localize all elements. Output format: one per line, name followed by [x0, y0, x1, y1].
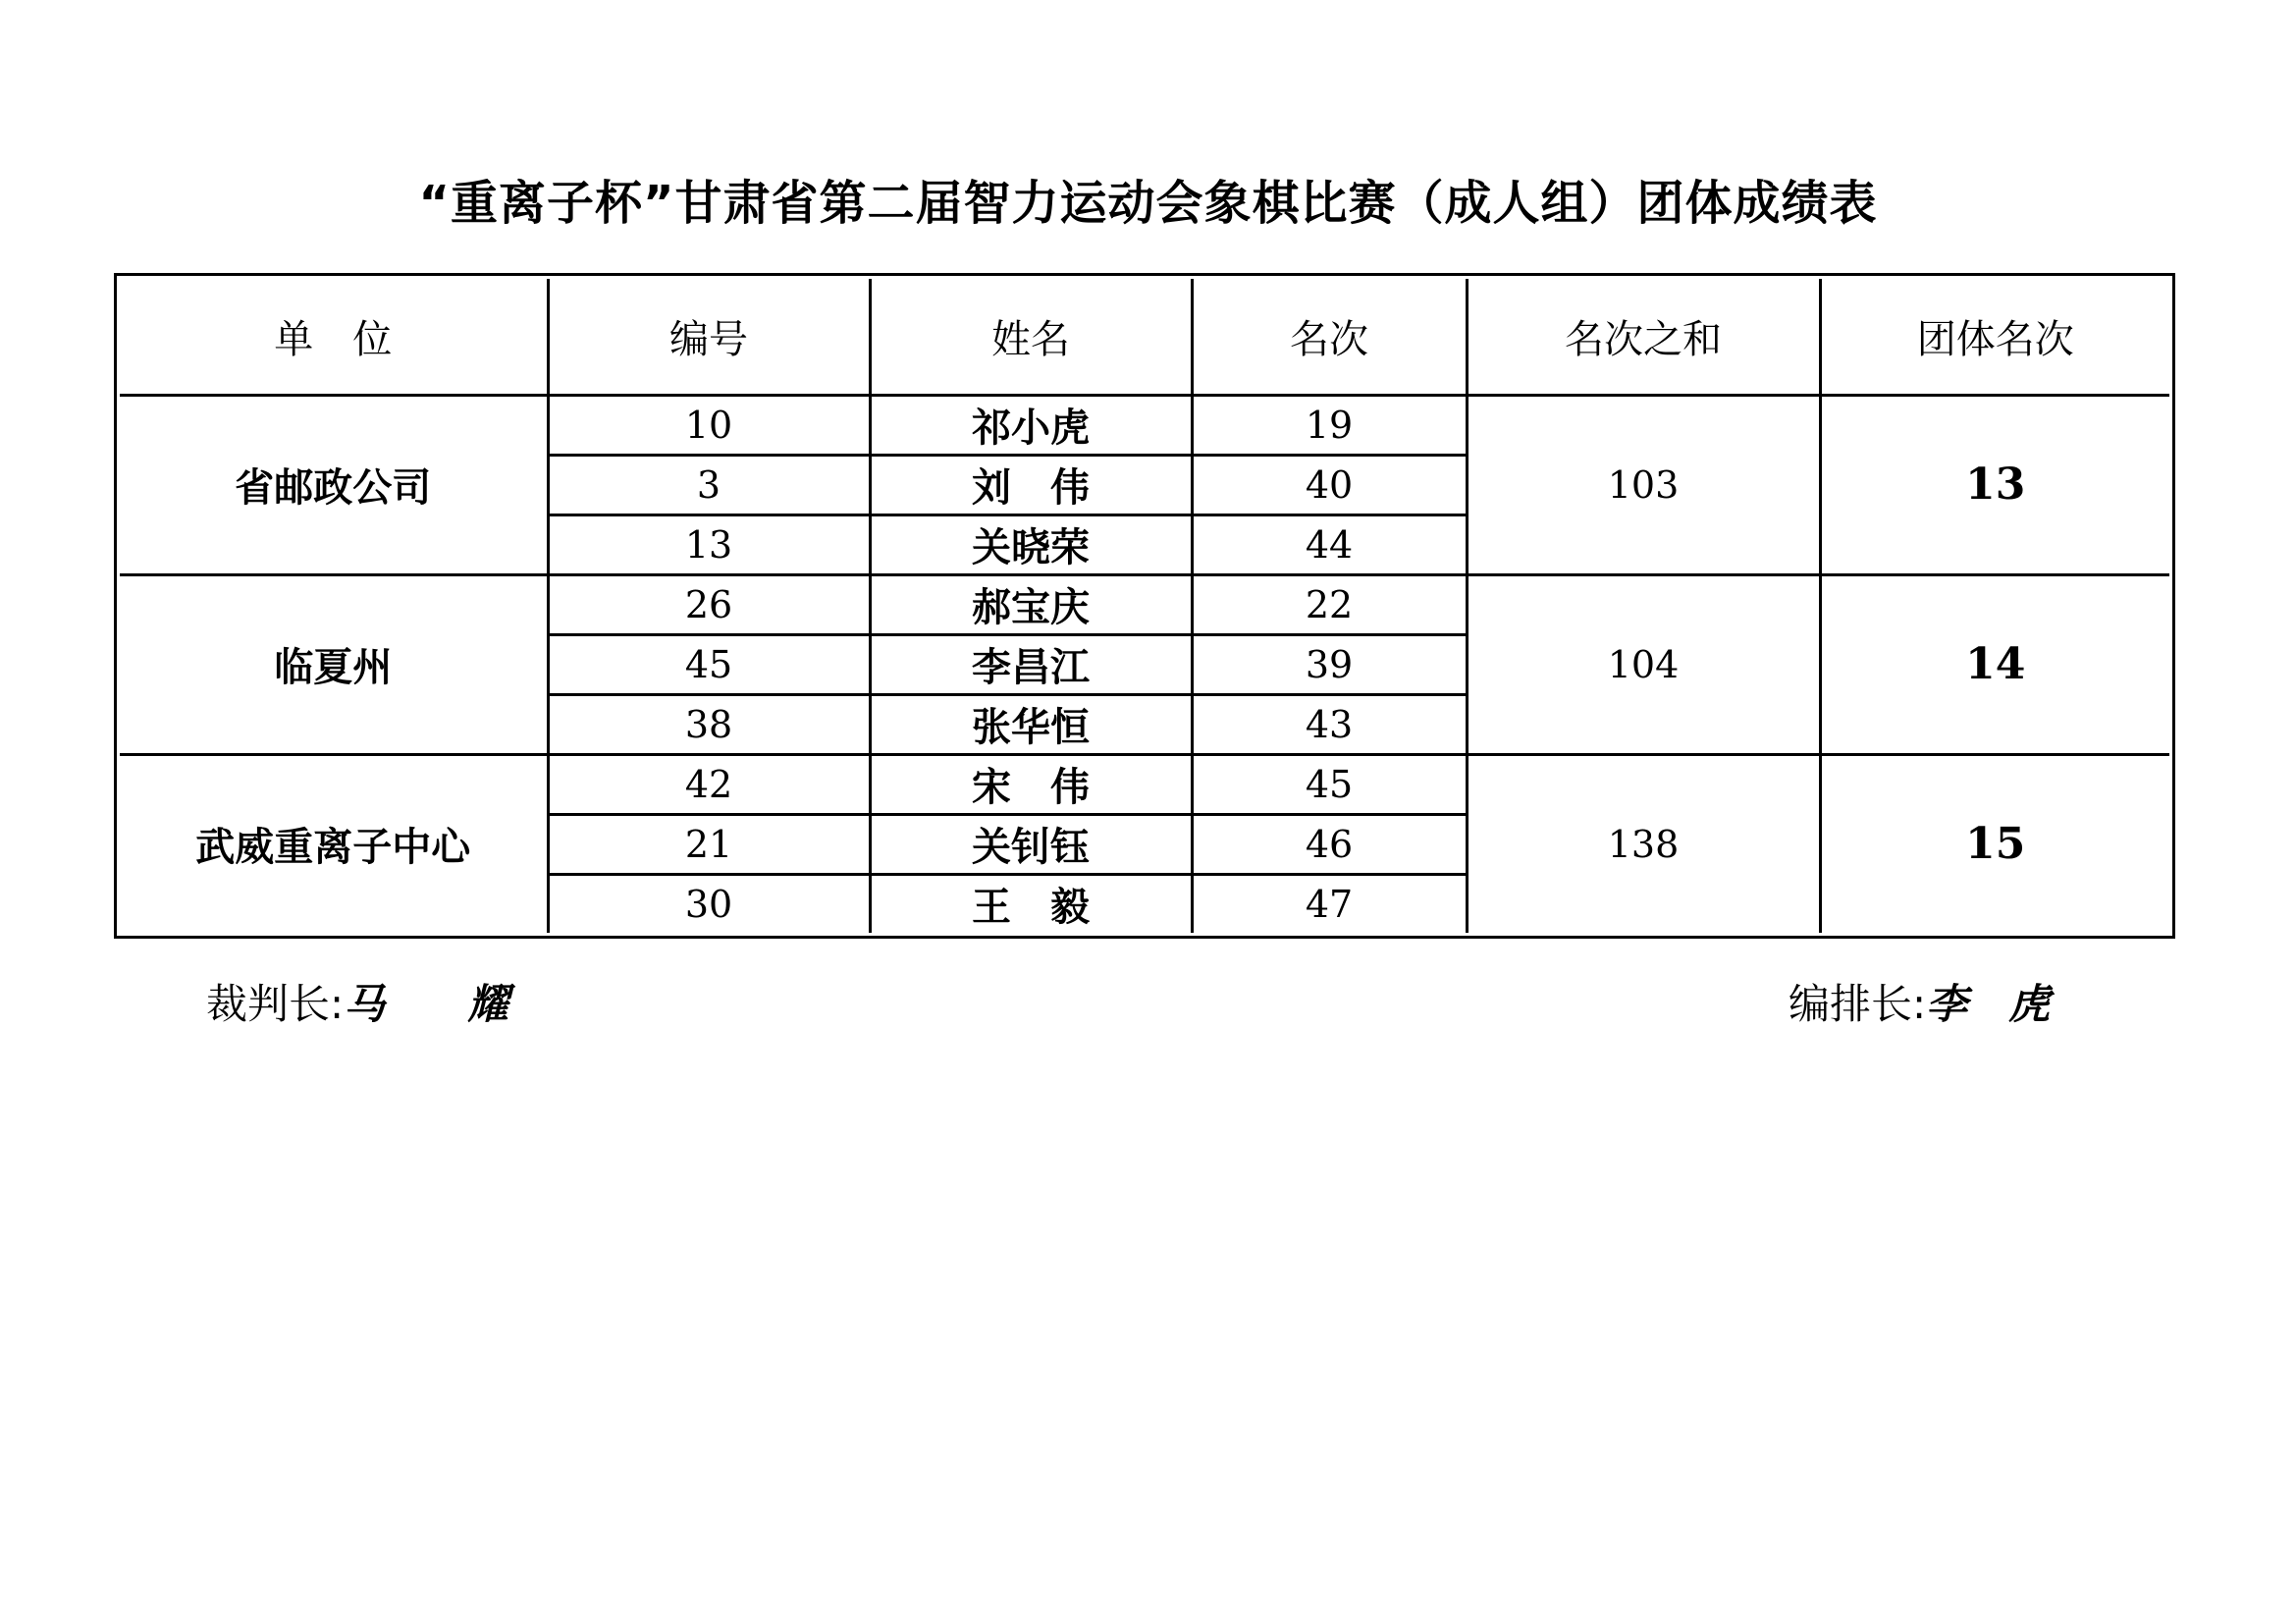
player-rank-cell: 22 — [1192, 574, 1467, 634]
table-row — [120, 395, 2169, 455]
player-rank-cell: 39 — [1192, 634, 1467, 694]
results-table-frame — [114, 273, 2175, 939]
player-name-cell: 祁小虎 — [870, 395, 1192, 455]
player-name-cell: 宋 伟 — [870, 754, 1192, 814]
team-unit-cell: 省邮政公司 — [120, 395, 548, 574]
table-row — [120, 574, 2169, 634]
player-rank-cell: 46 — [1192, 814, 1467, 874]
team-rank-cell: 14 — [1820, 574, 2169, 754]
player-rank-cell: 43 — [1192, 694, 1467, 754]
player-number-cell: 42 — [548, 754, 870, 814]
rank-sum-cell: 138 — [1467, 754, 1820, 933]
table-row — [120, 754, 2169, 814]
player-name-cell: 张华恒 — [870, 694, 1192, 754]
table-header-row — [120, 279, 2169, 395]
player-number-cell: 10 — [548, 395, 870, 455]
player-number-cell: 21 — [548, 814, 870, 874]
chief-referee-signature — [206, 972, 508, 1031]
team-results-table — [120, 279, 2169, 933]
player-number-cell: 45 — [548, 634, 870, 694]
chief-referee-label: 裁判长: — [206, 980, 345, 1028]
player-rank-cell: 19 — [1192, 395, 1467, 455]
player-name-cell: 李昌江 — [870, 634, 1192, 694]
player-number-cell: 13 — [548, 514, 870, 574]
player-number-cell: 26 — [548, 574, 870, 634]
chief-referee-name: 马 耀 — [344, 980, 509, 1028]
player-rank-cell: 44 — [1192, 514, 1467, 574]
player-rank-cell: 47 — [1192, 874, 1467, 933]
player-number-cell: 38 — [548, 694, 870, 754]
player-name-cell: 刘 伟 — [870, 455, 1192, 514]
header-rank: 名次 — [1192, 279, 1467, 395]
rank-sum-cell: 104 — [1467, 574, 1820, 754]
player-name-cell: 郝宝庆 — [870, 574, 1192, 634]
header-number: 编号 — [548, 279, 870, 395]
rank-sum-cell: 103 — [1467, 395, 1820, 574]
header-rank-sum: 名次之和 — [1467, 279, 1820, 395]
scheduler-name: 李 虎 — [1926, 980, 2051, 1028]
scheduler-label: 编排长: — [1789, 980, 1927, 1028]
team-rank-cell: 15 — [1820, 754, 2169, 933]
scheduler-signature — [1789, 972, 2050, 1031]
player-rank-cell: 40 — [1192, 455, 1467, 514]
team-unit-cell: 武威重离子中心 — [120, 754, 548, 933]
player-name-cell: 关钊钰 — [870, 814, 1192, 874]
player-name-cell: 王 毅 — [870, 874, 1192, 933]
player-name-cell: 关晓荣 — [870, 514, 1192, 574]
player-number-cell: 3 — [548, 455, 870, 514]
header-name: 姓名 — [870, 279, 1192, 395]
header-unit: 单 位 — [120, 279, 548, 395]
player-rank-cell: 45 — [1192, 754, 1467, 814]
page-title: “重离子杯”甘肃省第二届智力运动会象棋比赛（成人组）团体成绩表 — [418, 176, 1878, 231]
header-team-rank: 团体名次 — [1820, 279, 2169, 395]
player-number-cell: 30 — [548, 874, 870, 933]
team-unit-cell: 临夏州 — [120, 574, 548, 754]
team-rank-cell: 13 — [1820, 395, 2169, 574]
